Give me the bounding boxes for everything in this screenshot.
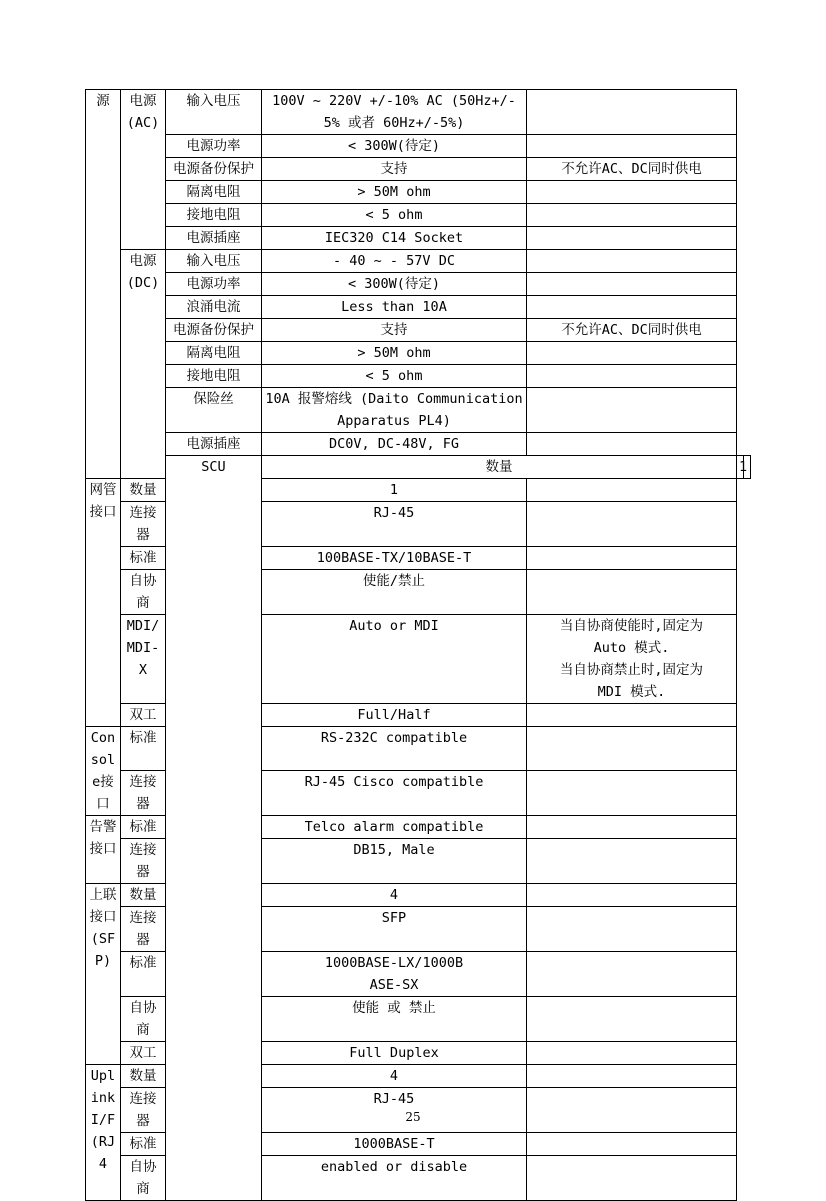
item-cell: MDI/MDI-X (121, 615, 166, 704)
value-cell: 1000BASE-T (262, 1133, 527, 1156)
item-cell: 隔离电阻 (166, 181, 262, 204)
note-cell (527, 1042, 737, 1065)
table-row (86, 135, 751, 158)
table-row (86, 456, 751, 479)
value-cell: 1000BASE-LX/1000BASE-SX (262, 952, 527, 997)
note-cell (527, 502, 737, 547)
note-cell (527, 1065, 737, 1088)
value-cell: < 300W(待定) (262, 135, 527, 158)
value-cell: 4 (262, 884, 527, 907)
table-row (86, 204, 751, 227)
table-row (86, 388, 751, 433)
value-cell: < 5 ohm (262, 204, 527, 227)
table-row (86, 250, 751, 273)
value-cell: Full/Half (262, 704, 527, 727)
value-cell: 1 (262, 479, 527, 502)
item-cell: 标准 (121, 952, 166, 997)
note-cell (527, 1133, 737, 1156)
value-cell: 使能/禁止 (262, 570, 527, 615)
value-cell: RJ-45 Cisco compatible (262, 771, 527, 816)
item-cell: 电源备份保护 (166, 319, 262, 342)
note-cell (527, 365, 737, 388)
item-cell: 连接器 (121, 839, 166, 884)
item-cell: 连接器 (121, 771, 166, 816)
value-cell: enabled or disable (262, 1156, 527, 1201)
note-cell (527, 135, 737, 158)
value-cell: Less than 10A (262, 296, 527, 319)
table-row (86, 319, 751, 342)
value-cell: 使能 或 禁止 (262, 997, 527, 1042)
note-cell (527, 547, 737, 570)
note-cell (527, 816, 737, 839)
value-cell: < 300W(待定) (262, 273, 527, 296)
note-line: Auto 模式. (593, 640, 670, 656)
item-cell: 浪涌电流 (166, 296, 262, 319)
value-cell: RJ-45 (262, 1088, 527, 1133)
note-cell (527, 771, 737, 816)
note-cell (527, 479, 737, 502)
table-row (86, 433, 751, 456)
table-row (86, 365, 751, 388)
item-cell: 标准 (121, 727, 166, 771)
item-cell: 连接器 (121, 907, 166, 952)
section-scu-cell: SCU (166, 456, 262, 1201)
value-cell: 4 (262, 1065, 527, 1088)
item-cell: 数量 (121, 884, 166, 907)
value-cell: Telco alarm compatible (262, 816, 527, 839)
note-line: MDI 模式. (597, 684, 666, 700)
note-line: 当自协商禁止时,固定为 (559, 662, 704, 678)
item-cell: 连接器 (121, 1088, 166, 1133)
note-cell (527, 181, 737, 204)
note-cell (527, 273, 737, 296)
value-cell: Auto or MDI (262, 615, 527, 704)
value-cell: RS-232C compatible (262, 727, 527, 771)
item-cell: 标准 (121, 547, 166, 570)
value-cell: 1 (737, 456, 744, 479)
table-row (86, 90, 751, 135)
note-cell (527, 907, 737, 952)
item-cell: 标准 (121, 816, 166, 839)
value-cell: DB15, Male (262, 839, 527, 884)
note-cell (527, 250, 737, 273)
page-number: 25 (405, 1110, 421, 1124)
item-cell: 保险丝 (166, 388, 262, 433)
item-cell: 自协商 (121, 997, 166, 1042)
value-cell: IEC320 C14 Socket (262, 227, 527, 250)
item-cell: 接地电阻 (166, 365, 262, 388)
item-cell: 电源插座 (166, 433, 262, 456)
note-cell (527, 342, 737, 365)
note-cell (527, 1156, 737, 1201)
note-cell (527, 570, 737, 615)
item-cell: 输入电压 (166, 250, 262, 273)
note-line: 当自协商使能时,固定为 (559, 618, 704, 634)
value-cell: RJ-45 (262, 502, 527, 547)
note-cell (527, 90, 737, 135)
value-cell: Full Duplex (262, 1042, 527, 1065)
table-row (86, 342, 751, 365)
item-cell: 电源备份保护 (166, 158, 262, 181)
note-cell (527, 615, 737, 704)
item-cell: 电源插座 (166, 227, 262, 250)
group-console-cell: Console接口 (86, 727, 121, 816)
value-cell: SFP (262, 907, 527, 952)
item-cell: 自协商 (121, 570, 166, 615)
group-ac-cell: 电源(AC) (121, 90, 166, 250)
item-cell: 数量 (121, 479, 166, 502)
group-uplink-cell: Uplink I/F (RJ4 (86, 1065, 121, 1201)
table-row (86, 296, 751, 319)
item-cell: 接地电阻 (166, 204, 262, 227)
note-cell (527, 839, 737, 884)
note-cell (527, 727, 737, 771)
note-cell (527, 952, 737, 997)
value-cell: 10A 报警熔线 (Daito Communication Apparatus PL4) (262, 388, 527, 433)
value-cell: DC0V, DC-48V, FG (262, 433, 527, 456)
value-cell: > 50M ohm (262, 181, 527, 204)
item-cell: 输入电压 (166, 90, 262, 135)
section-power-cell: 源 (86, 90, 121, 479)
value-cell: 支持 (262, 319, 527, 342)
table-row (86, 158, 751, 181)
spec-table (85, 89, 751, 1201)
item-cell: 标准 (121, 1133, 166, 1156)
group-sfp-cell: 上联接口(SFP) (86, 884, 121, 1065)
note-cell (527, 227, 737, 250)
item-cell: 数量 (262, 456, 737, 479)
item-cell: 连接器 (121, 502, 166, 547)
value-cell: < 5 ohm (262, 365, 527, 388)
note-cell (527, 884, 737, 907)
note-cell (527, 296, 737, 319)
item-cell: 数量 (121, 1065, 166, 1088)
note-cell: 不允许AC、DC同时供电 (527, 319, 737, 342)
value-cell: - 40 ~ - 57V DC (262, 250, 527, 273)
value-cell: 支持 (262, 158, 527, 181)
group-dc-cell: 电源(DC) (121, 250, 166, 479)
group-mgmt-cell: 网管接口 (86, 479, 121, 727)
note-cell: 不允许AC、DC同时供电 (527, 158, 737, 181)
item-cell: 隔离电阻 (166, 342, 262, 365)
note-cell (527, 704, 737, 727)
item-cell: 电源功率 (166, 135, 262, 158)
value-cell: > 50M ohm (262, 342, 527, 365)
value-cell: 100BASE-TX/10BASE-T (262, 547, 527, 570)
note-cell (527, 433, 737, 456)
item-cell: 电源功率 (166, 273, 262, 296)
note-cell (527, 388, 737, 433)
table-row (86, 227, 751, 250)
group-alarm-cell: 告警接口 (86, 816, 121, 884)
note-cell (527, 997, 737, 1042)
item-cell: 自协商 (121, 1156, 166, 1201)
table-row (86, 181, 751, 204)
table-row (86, 273, 751, 296)
item-cell: 双工 (121, 704, 166, 727)
value-cell: 100V ~ 220V +/-10% AC (50Hz+/-5% 或者 60Hz+/-5%) (262, 90, 527, 135)
item-cell: 双工 (121, 1042, 166, 1065)
note-cell (527, 204, 737, 227)
